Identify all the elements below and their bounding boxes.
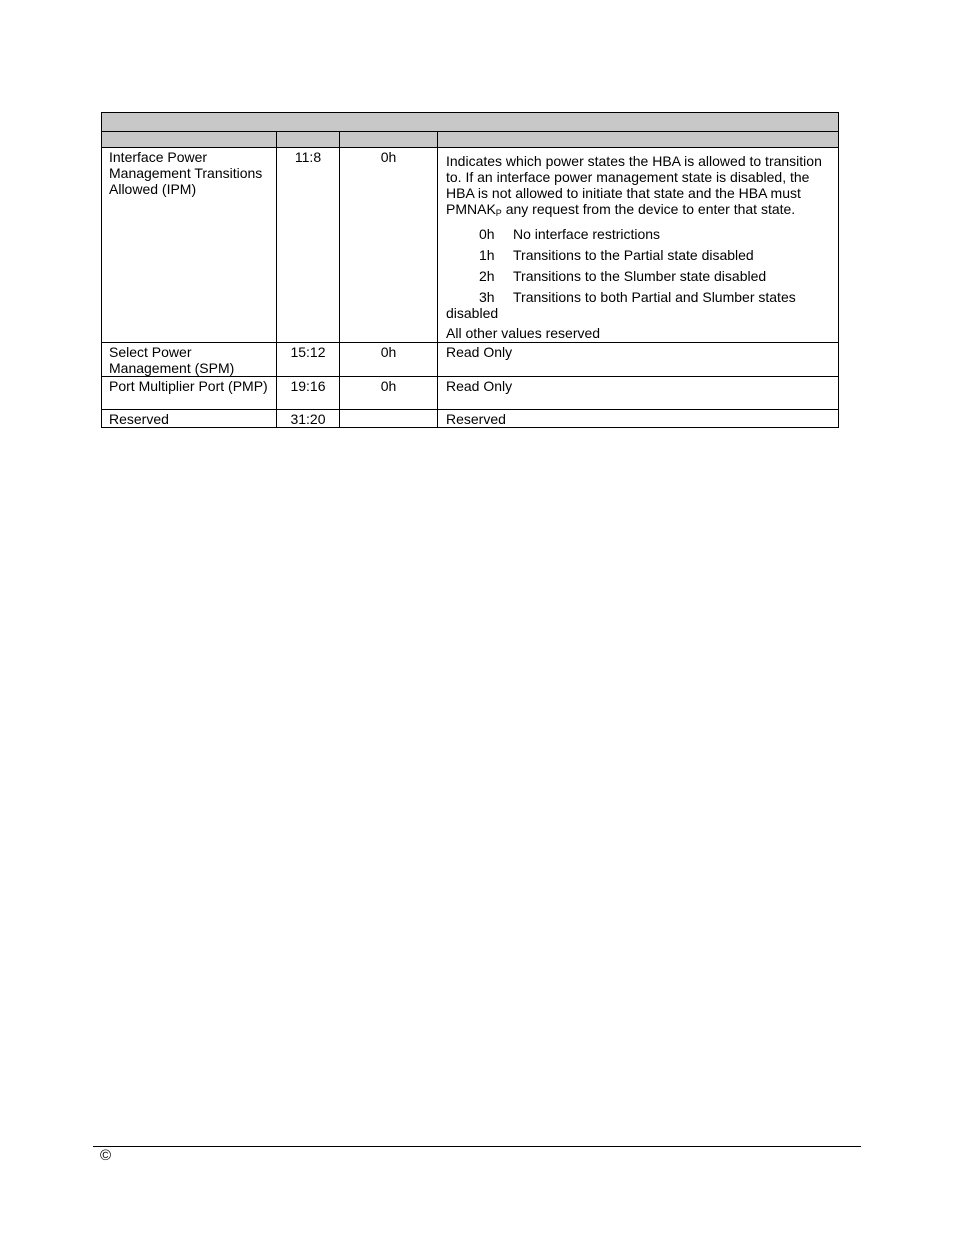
option-text: Transitions to the Partial state disabled (513, 247, 754, 263)
table-row-spm (102, 343, 839, 377)
register-table (101, 112, 839, 428)
ipm-description-text-end: any request from the device to enter that state. (501, 201, 796, 217)
option-text-continuation: disabled (446, 305, 499, 321)
field-reset (340, 410, 438, 428)
field-reset: 0h (340, 343, 438, 377)
field-description (438, 148, 839, 343)
field-bits: 11:8 (277, 148, 340, 343)
option-code: 2h (479, 268, 495, 284)
field-bits: 15:12 (277, 343, 340, 377)
footer-rule (93, 1146, 861, 1147)
field-reset: 0h (340, 148, 438, 343)
field-bits: 31:20 (277, 410, 340, 428)
field-description: Read Only (438, 377, 839, 410)
field-name: Reserved (102, 410, 277, 428)
table-row-pmp (102, 377, 839, 410)
option-row (446, 226, 832, 242)
field-name: Port Multiplier Port (PMP) (102, 377, 277, 410)
option-code: 1h (479, 247, 495, 263)
table-title (102, 113, 839, 132)
ipm-description-text: Indicates which power states the HBA is allowed to transition to. If an interface power management state is disabled, the HBA is not allowed to initiate that state and the HBA must PMNAK (446, 153, 822, 217)
header-name (102, 132, 277, 148)
header-bits (277, 132, 340, 148)
copyright-symbol: © (100, 1147, 112, 1164)
table-row-ipm (102, 148, 839, 343)
ipm-description (446, 153, 832, 217)
field-bits: 19:16 (277, 377, 340, 410)
table-header-row (102, 132, 839, 148)
option-row (446, 247, 832, 263)
option-code: 0h (479, 226, 495, 242)
field-name: Select Power Management (SPM) (102, 343, 277, 377)
table-title-row (102, 113, 839, 132)
ipm-description-subscript: P (495, 208, 502, 218)
table-row-reserved (102, 410, 839, 428)
option-text: No interface restrictions (513, 226, 661, 242)
header-description (438, 132, 839, 148)
option-text: Transitions to both Partial and Slumber states (513, 289, 796, 305)
field-reset: 0h (340, 377, 438, 410)
other-values-note: All other values reserved (446, 325, 601, 341)
option-code: 3h (479, 289, 495, 305)
field-description: Reserved (438, 410, 839, 428)
option-row (446, 268, 832, 284)
option-text: Transitions to the Slumber state disabled (513, 268, 767, 284)
option-row (446, 289, 832, 321)
field-name: Interface Power Management Transitions Allowed (IPM) (102, 148, 277, 343)
header-reset (340, 132, 438, 148)
field-description: Read Only (438, 343, 839, 377)
